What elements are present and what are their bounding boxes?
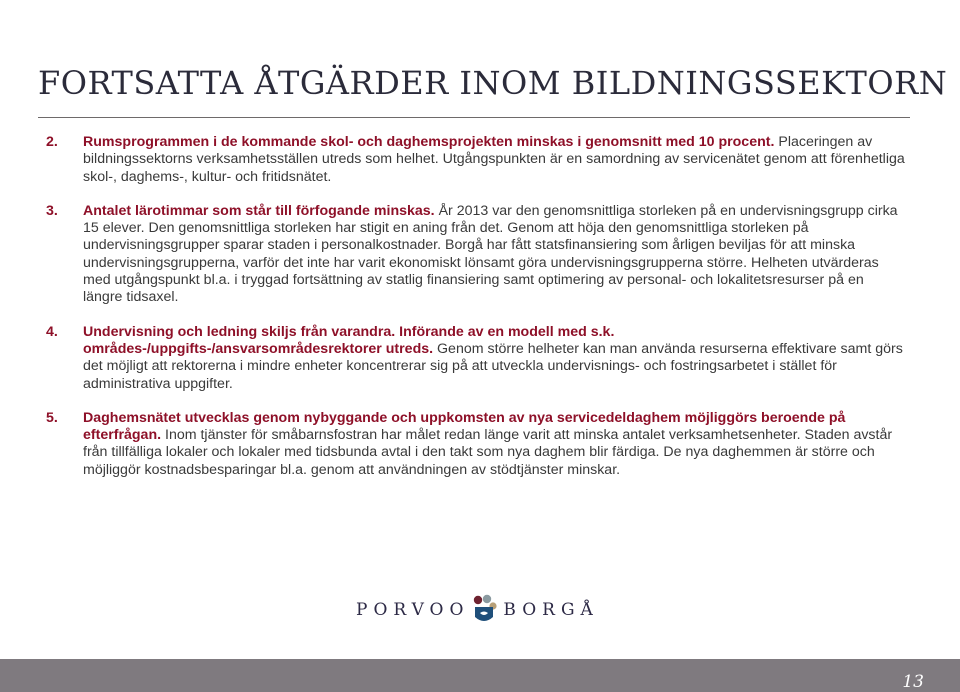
logo-word-porvoo: PORVOO xyxy=(356,600,470,620)
page-number: 13 xyxy=(902,672,924,692)
porvoo-borga-crest-icon xyxy=(469,592,499,628)
logo-word-borga: BORGÅ xyxy=(503,600,599,620)
items-list xyxy=(46,134,906,496)
porvoo-borga-logo xyxy=(356,592,599,628)
item-text: År 2013 var den genomsnittliga storleken på en undervisningsgrupp cirka 15 elever. Den genomsnittliga storleken har stigit en aning från det. Genom att höja den genomsnittliga storleken på undervisningsgrupper sparar staden i personalkostnader. Borgå har fått statsfinansiering som årligen beviljas för att minska undervisningsgrupperna, varför det inte har varit ekonomiskt lönsamt göra undervisningsgrupperna större. Helheten utvärderas med utgångspunkt bl.a. i tryggad fortsättning av statlig finansiering samt optimering av personal- och lokalitetsresurser på en längre tidsaxel. xyxy=(83,202,898,306)
item-heading: Rumsprogrammen i de kommande skol- och daghemsprojekten minskas i genomsnitt med 10 procent. xyxy=(83,134,775,150)
item-heading: Antalet lärotimmar som står till förfogande minskas. xyxy=(83,202,435,219)
list-item xyxy=(46,134,906,186)
footer-bar xyxy=(0,659,960,692)
item-body xyxy=(83,203,906,307)
list-item xyxy=(46,324,906,393)
item-number: 3. xyxy=(46,202,58,219)
item-text: Genom större helheter kan man använda resurserna effektivare samt görs det möjligt att rektorerna i mindre enheter koncentrerar sig på att utveckla undervisnings- och fostringsarbetet i stället för administrativa uppgifter. xyxy=(83,340,903,392)
item-body xyxy=(83,410,906,479)
item-body xyxy=(83,134,906,186)
item-heading: Daghemsnätet utvecklas genom nybyggande och uppkomsten av nya servicedeldaghem möjliggörs beroende på efterfrågan. xyxy=(83,409,846,444)
item-number: 4. xyxy=(46,323,58,340)
list-item xyxy=(46,203,906,307)
item-text: Placeringen av bildningssektorns verksamhetsställen utreds som helhet. Utgångspunkten är en samordning av servicenätet genom att förenhetliga skol-, daghems-, kultur- och fritidsnätet. xyxy=(83,134,905,185)
title-divider xyxy=(38,117,910,118)
item-body xyxy=(83,324,906,393)
list-item xyxy=(46,410,906,479)
slide-title: FORTSATTA ÅTGÄRDER INOM BILDNINGSSEKTORN xyxy=(38,64,948,102)
item-number: 5. xyxy=(46,409,58,426)
item-number: 2. xyxy=(46,134,58,150)
item-text: Inom tjänster för småbarnsfostran har målet redan länge varit att minska antalet verksamhetsenheter. Staden avstår från tillfälliga lokaler och lokaler med tidsbunda avtal i den takt som nya daghem blir färdiga. De nya daghemmen är större och möjliggör kostnadsbesparingar bl.a. genom att användningen av stödtjänster minskar. xyxy=(83,427,893,478)
item-heading: Undervisning och ledning skiljs från varandra. Införande av en modell med s.k. områdes-/uppgifts-/ansvarsområdesrektorer utreds. xyxy=(83,323,615,357)
